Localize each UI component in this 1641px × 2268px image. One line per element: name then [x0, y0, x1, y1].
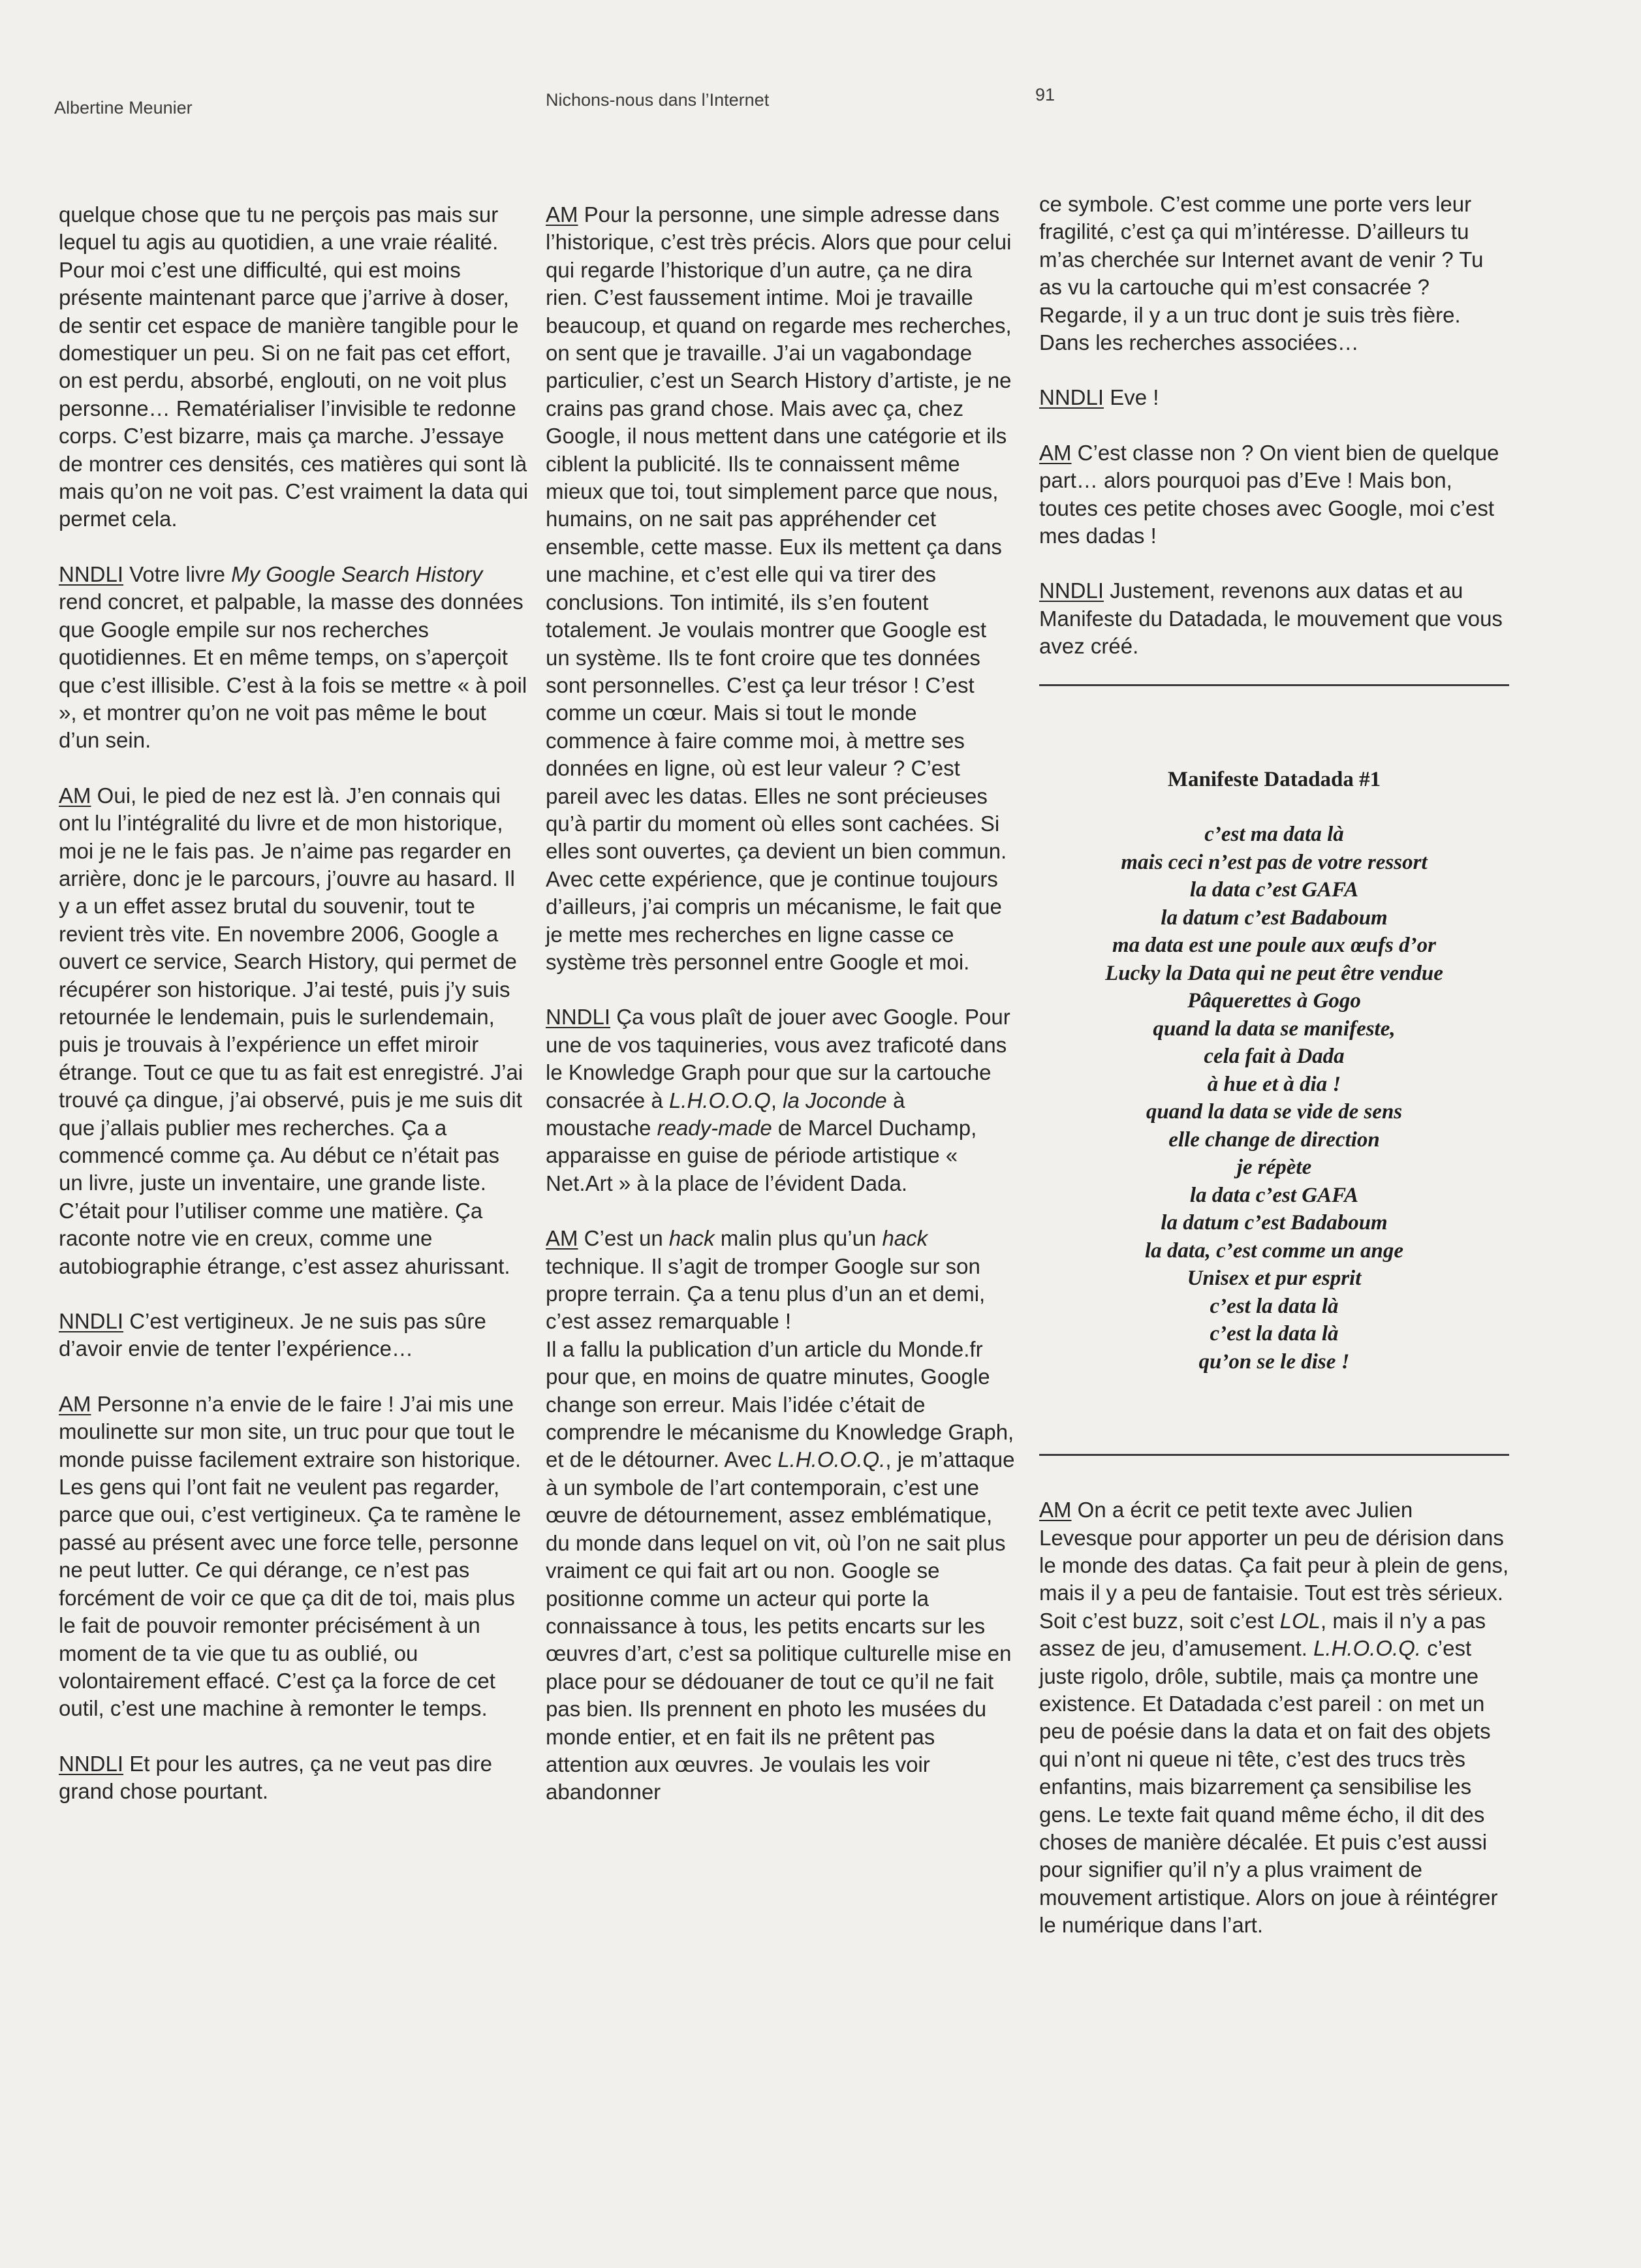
text-column-2 — [546, 201, 1016, 1806]
paragraph: quelque chose que tu ne perçois pas mais sur lequel tu agis au quotidien, a une vraie réalité. Pour moi c’est une difficulté, qui est moins présente maintenant parce que j’arrive à doser, de sentir cet espace de manière tangible pour le domestiquer un peu. Si on ne fait pas cet effort, on est perdu, absorbé, englouti, on ne voit plus personne… Rematérialiser l’invisible te redonne corps. C’est bizarre, mais ça marche. J’essaye de montrer ces densités, ces matières qui sont là mais qu’on ne voit pas. C’est vraiment la data qui permet cela. — [59, 202, 529, 531]
manifesto-line: quand la data se manifeste, — [1153, 1016, 1396, 1041]
manifesto-top-rule — [1039, 684, 1509, 686]
paragraph: NNDLI Et pour les autres, ça ne veut pas dire grand chose pourtant. — [59, 1751, 493, 1804]
manifesto-line: je répète — [1236, 1156, 1312, 1180]
speaker-label: AM — [59, 1391, 91, 1416]
page-number: 91 — [1035, 85, 1055, 104]
paragraph: NNDLI C’est vertigineux. Je ne suis pas sûre d’avoir envie de tenter l’expérience… — [59, 1309, 486, 1361]
paragraph: AM C’est un hack malin plus qu’un hack technique. Il s’agit de tromper Google sur son propre terrain. Ça a tenu plus d’un an et demi, c’est assez remarquable ! Il a fallu la publication d’un article du Monde.fr pour que, en moins de quatre minutes, Google change son erreur. Mais l’idée c’était de comprendre le mécanisme du Knowledge Graph, et de le détourner. Avec L.H.O.O.Q., je m’attaque à un symbole de l’art contemporain, c’est une œuvre de détournement, assez emblématique, du monde dans lequel on vit, où l’on ne sait plus vraiment ce qui fait art ou non. Google se positionne comme un acteur qui porte la connaissance à tous, les petits encarts sur les œuvres d’art, c’est sa politique culturelle mise en place pour se dédouaner de tout ce qu’il ne fait pas bien. Ils prennent en photo les musées du monde entier, et en fait ils ne prêtent pas attention aux œuvres. Je voulais les voir abandonner — [546, 1226, 1015, 1804]
manifesto-line: ma data est une poule aux œufs d’or — [1112, 934, 1436, 958]
manifesto-line: Lucky la Data qui ne peut être vendue — [1105, 961, 1443, 985]
speaker-label: NNDLI — [59, 561, 124, 586]
speaker-label: NNDLI — [59, 1751, 124, 1776]
manifesto-line: la data, c’est comme un ange — [1145, 1238, 1403, 1263]
paragraph: AM Oui, le pied de nez est là. J’en connais qui ont lu l’intégralité du livre et de mon historique, moi je ne le fais pas. Je n’aime pas regarder en arrière, donc je le parcours, j’ouvre au hasard. Il y a un effet assez brutal du souvenir, tout te revient très vite. En novembre 2006, Google a ouvert ce service, Search History, qui permet de récupérer son historique. J’ai testé, puis j’y suis retournée le lendemain, puis le surlendemain, puis je trouvais à l’expérience un effet miroir étrange. Tout ce que tu as fait est enregistré. J’ai trouvé ça dingue, j’ai observé, puis je me suis dit que j’allais publier mes recherches. Ça a commencé comme ça. Au début ce n’était pas un livre, juste un inventaire, une grande liste. C’était pour l’utiliser comme une matière. Ça raconte notre vie en creux, comme une autobiographie étrange, c’est assez ahurissant. — [59, 783, 524, 1278]
speaker-label: AM — [59, 783, 91, 808]
speaker-label: AM — [1039, 440, 1072, 465]
manifesto-line: la data c’est GAFA — [1189, 878, 1359, 902]
paragraph: ce symbole. C’est comme une porte vers leur fragilité, c’est ça qui m’intéresse. D’ailleurs tu m’as cherchée sur Internet avant de venir ? Tu as vu la cartouche qui m’est consacrée ? Regarde, il y a un truc dont je suis très fière. Dans les recherches associées… — [1039, 192, 1484, 355]
speaker-label: NNDLI — [546, 1005, 611, 1030]
paragraph: AM Personne n’a envie de le faire ! J’ai mis une moulinette sur mon site, un truc pour que tout le monde puisse facilement extraire son historique. Les gens qui l’ont fait ne veulent pas regarder, parce que oui, c’est vertigineux. Ça te ramène le passé au présent avec une force telle, personne ne peut lutter. Ce qui dérange, ce n’est pas forcément de voir ce que ça dit de toi, mais plus le fait de pouvoir remonter précisément à un moment de ta vie que tu as oublié, ou volontairement effacé. C’est ça la force de cet outil, c’est une machine à remonter le temps. — [59, 1391, 522, 1721]
book-title-italic: My Google Search History — [231, 561, 483, 586]
manifesto-line: cela fait à Dada — [1204, 1045, 1345, 1069]
manifesto-line: Pâquerettes à Gogo — [1187, 989, 1361, 1013]
manifesto-line: à hue et à dia ! — [1207, 1072, 1341, 1096]
manifesto-line: c’est la data là — [1210, 1294, 1339, 1318]
manifesto-line: Unisex et pur esprit — [1187, 1267, 1362, 1291]
manifesto-block — [1033, 766, 1516, 1376]
manifesto-title: Manifeste Datadada #1 — [1167, 767, 1381, 791]
speaker-label: AM — [1039, 1498, 1072, 1522]
speaker-label: NNDLI — [59, 1309, 124, 1334]
paragraph: NNDLI Votre livre My Google Search History rend concret, et palpable, la masse des données que Google empile sur nos recherches quotidiennes. Et en même temps, on s’aperçoit que c’est illisible. C’est à la fois se mettre « à poil », et montrer qu’on ne voit pas même le bout d’un sein. — [59, 561, 527, 753]
paragraph: NNDLI Justement, revenons aux datas et au Manifeste du Datadada, le mouvement que vous avez créé. — [1039, 578, 1503, 659]
speaker-label: NNDLI — [1039, 578, 1104, 603]
manifesto-line: elle change de direction — [1168, 1127, 1380, 1152]
manifesto-line: mais ceci n’est pas de votre ressort — [1121, 850, 1428, 874]
text-column-1 — [59, 201, 529, 1833]
text-column-3 — [1039, 191, 1509, 1967]
running-header-book-title: Nichons-nous dans l’Internet — [546, 90, 770, 110]
manifesto-line: la datum c’est Badaboum — [1161, 1211, 1388, 1235]
manifesto-line: c’est ma data là — [1204, 823, 1344, 847]
manifesto-line: la datum c’est Badaboum — [1161, 906, 1388, 930]
speaker-label: AM — [546, 202, 578, 227]
paragraph: AM C’est classe non ? On vient bien de quelque part… alors pourquoi pas d’Eve ! Mais bon, toutes ces petite choses avec Google, moi c’est mes dadas ! — [1039, 440, 1499, 548]
speaker-label: AM — [546, 1226, 578, 1251]
running-header-author: Albertine Meunier — [54, 98, 193, 118]
manifesto-line: quand la data se vide de sens — [1146, 1100, 1403, 1124]
paragraph: AM On a écrit ce petit texte avec Julien Levesque pour apporter un peu de dérision dans le monde des datas. Ça fait peur à plein de gens, mais il y a peu de fantaisie. Tout est très sérieux. Soit c’est buzz, soit c’est LOL, mais il n’y a pas assez de jeu, d’amusement. L.H.O.O.Q. c’est juste rigolo, drôle, subtile, mais ça montre une existence. Et Datadada c’est pareil : on met un peu de poésie dans la data et on fait des objets qui n’ont ni queue ni tête, c’est des trucs très enfantins, mais bizarrement ça sensibilise les gens. Le texte fait quand même écho, il dit des choses de manière décalée. Et puis c’est aussi pour signifier qu’il n’y a plus vraiment de mouvement artistique. Alors on joue à réintégrer le numérique dans l’art. — [1039, 1498, 1509, 1938]
manifesto-bottom-rule — [1039, 1454, 1509, 1456]
paragraph: NNDLI Ça vous plaît de jouer avec Google. Pour une de vos taquineries, vous avez traficoté dans le Knowledge Graph pour que sur la cartouche consacrée à L.H.O.O.Q, la Joconde à moustache ready-made de Marcel Duchamp, apparaisse en guise de période artistique « Net.Art » à la place de l’évident Dada. — [546, 1005, 1010, 1195]
manifesto-line: qu’on se le dise ! — [1198, 1349, 1350, 1374]
speaker-label: NNDLI — [1039, 385, 1104, 410]
paragraph: NNDLI Eve ! — [1039, 385, 1159, 410]
paragraph: AM Pour la personne, une simple adresse dans l’historique, c’est très précis. Alors que pour celui qui regarde l’historique d’un autre, ça ne dira rien. C’est faussement intime. Moi je travaille beaucoup, et quand on regarde mes recherches, on sent que je travaille. J’ai un vagabondage particulier, c’est un Search History d’artiste, je ne crains pas grand chose. Mais avec ça, chez Google, il nous mettent dans une catégorie et ils ciblent la publicité. Ils te connaissent même mieux que toi, tout simplement parce que nous, humains, on ne sait pas appréhender cet ensemble, cette masse. Eux ils mettent ça dans une machine, et c’est elle qui va tirer des conclusions. Ton intimité, ils s’en foutent totalement. Je voulais montrer que Google est un système. Ils te font croire que tes données sont personnelles. C’est ça leur trésor ! C’est comme un cœur. Mais si tout le monde commence à faire comme moi, à mettre ses données en ligne, où est leur valeur ? C’est pareil avec les datas. Elles ne sont précieuses qu’à partir du moment où elles sont cachées. Si elles sont ouvertes, ça devient un bien commun. Avec cette expérience, que je continue toujours d’ailleurs, j’ai compris un mécanisme, le fait que je mette mes recherches en ligne casse ce système très personnel entre Google et moi. — [546, 202, 1012, 974]
manifesto-line: c’est la data là — [1210, 1322, 1339, 1346]
manifesto-line: la data c’est GAFA — [1189, 1183, 1359, 1207]
